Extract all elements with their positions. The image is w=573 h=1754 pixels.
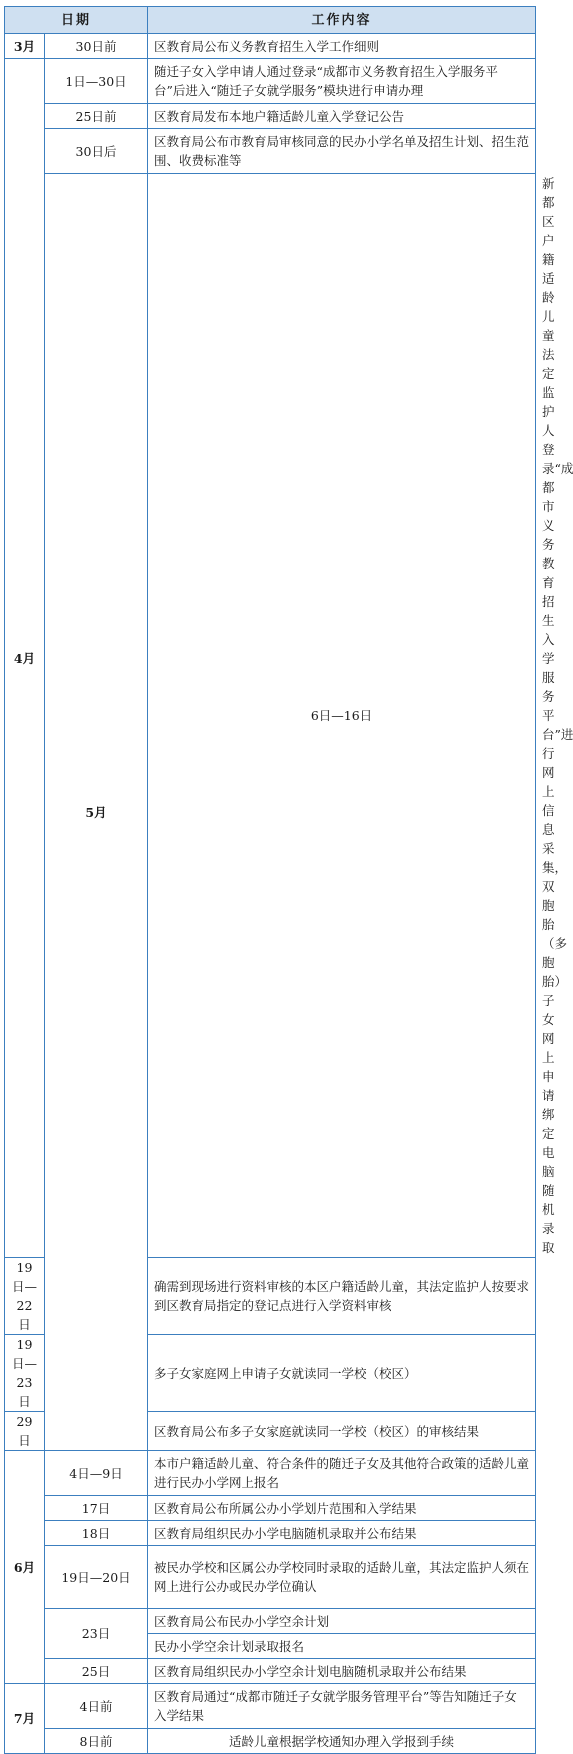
table-row [5, 129, 536, 174]
date-cell: 30日后 [45, 129, 148, 174]
content-cell: 区教育局公布民办小学空余计划 [148, 1609, 536, 1634]
date-cell: 23日 [45, 1609, 148, 1659]
content-cell: 区教育局公布义务教育招生入学工作细则 [148, 34, 536, 59]
table-header-row [5, 7, 536, 34]
month-cell: 5月 [45, 174, 148, 1451]
table-row [5, 1729, 536, 1754]
table-row [5, 104, 536, 129]
header-date: 日期 [5, 7, 148, 34]
table-row [5, 1496, 536, 1521]
table-row [5, 1521, 536, 1546]
date-cell: 29日 [5, 1412, 45, 1451]
date-cell: 25日前 [45, 104, 148, 129]
date-cell: 30日前 [45, 34, 148, 59]
content-cell: 确需到现场进行资料审核的本区户籍适龄儿童，其法定监护人按要求到区教育局指定的登记点进行入学资料审核 [148, 1258, 536, 1335]
date-cell: 19日—20日 [45, 1546, 148, 1609]
header-content: 工作内容 [148, 7, 536, 34]
table-row [5, 1684, 536, 1729]
date-cell: 6日—16日 [148, 174, 536, 1258]
table-row [5, 59, 536, 104]
content-cell: 区教育局公布市教育局审核同意的民办小学名单及招生计划、招生范围、收费标准等 [148, 129, 536, 174]
month-cell: 3月 [5, 34, 45, 59]
schedule-table-wrapper [4, 6, 573, 1754]
date-cell: 1日—30日 [45, 59, 148, 104]
content-cell: 区教育局公布多子女家庭就读同一学校（校区）的审核结果 [148, 1412, 536, 1451]
content-cell: 区教育局公布所属公办小学划片范围和入学结果 [148, 1496, 536, 1521]
date-cell: 8日前 [45, 1729, 148, 1754]
month-cell: 4月 [5, 59, 45, 1258]
content-cell: 多子女家庭网上申请子女就读同一学校（校区） [148, 1335, 536, 1412]
content-cell: 随迁子女入学申请人通过登录“成都市义务教育招生入学服务平台”后进入“随迁子女就学服务”模块进行申请办理 [148, 59, 536, 104]
date-cell: 19日—23日 [5, 1335, 45, 1412]
content-cell: 适龄儿童根据学校通知办理入学报到手续 [148, 1729, 536, 1754]
month-cell: 6月 [5, 1451, 45, 1684]
date-cell: 4日前 [45, 1684, 148, 1729]
table-row [5, 34, 536, 59]
schedule-table [4, 6, 573, 1754]
date-cell: 17日 [45, 1496, 148, 1521]
table-row [5, 1546, 536, 1609]
date-cell: 18日 [45, 1521, 148, 1546]
date-cell: 19日—22日 [5, 1258, 45, 1335]
table-row [5, 1659, 536, 1684]
month-cell: 7月 [5, 1684, 45, 1754]
table-row [5, 1451, 536, 1496]
table-row: 5月 6日—16日 新都区户籍适龄儿童法定监护人登录“成都市义务教育招生入学服务平台”进行网上信息采集，双胞胎（多胞胎）子女网上申请绑定电脑随机录取 [5, 174, 536, 1258]
table-row [5, 1609, 536, 1634]
date-cell: 25日 [45, 1659, 148, 1684]
content-cell: 被民办学校和区属公办学校同时录取的适龄儿童，其法定监护人须在网上进行公办或民办学位确认 [148, 1546, 536, 1609]
content-cell: 区教育局通过“成都市随迁子女就学服务管理平台”等告知随迁子女入学结果 [148, 1684, 536, 1729]
date-cell: 4日—9日 [45, 1451, 148, 1496]
content-cell: 民办小学空余计划录取报名 [148, 1634, 536, 1659]
content-cell: 区教育局发布本地户籍适龄儿童入学登记公告 [148, 104, 536, 129]
content-cell: 区教育局组织民办小学空余计划电脑随机录取并公布结果 [148, 1659, 536, 1684]
content-cell: 本市户籍适龄儿童、符合条件的随迁子女及其他符合政策的适龄儿童进行民办小学网上报名 [148, 1451, 536, 1496]
content-cell: 区教育局组织民办小学电脑随机录取并公布结果 [148, 1521, 536, 1546]
